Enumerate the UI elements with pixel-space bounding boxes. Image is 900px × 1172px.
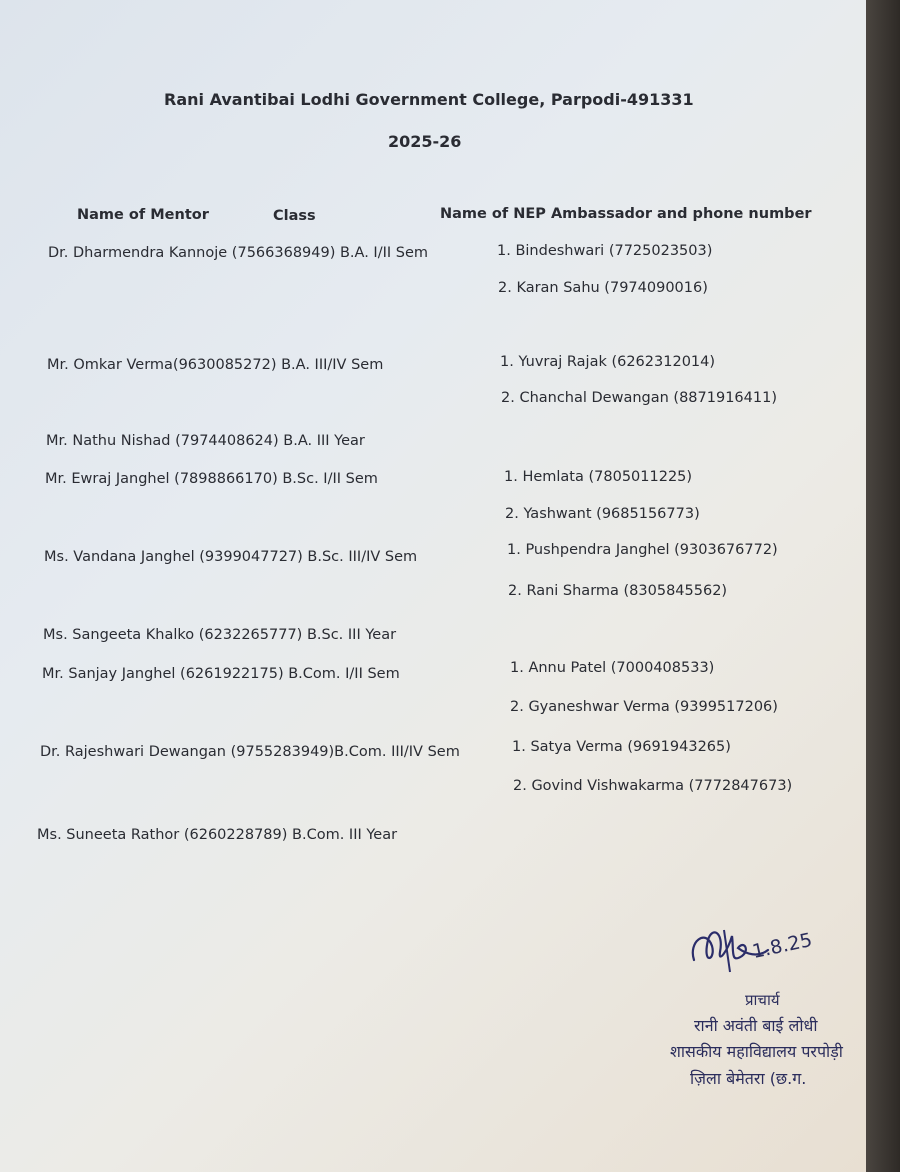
- college-title: Rani Avantibai Lodhi Government College, Parpodi-491331: [164, 90, 694, 109]
- ambassador-item: 2. Govind Vishwakarma (7772847673): [513, 778, 793, 794]
- ambassador-item: 2. Gyaneshwar Verma (9399517206): [510, 699, 778, 715]
- mentor-row: [47, 357, 383, 373]
- ambassador-item: 1. Yuvraj Rajak (6262312014): [500, 354, 716, 370]
- ambassador-item: 2. Karan Sahu (7974090016): [498, 280, 708, 296]
- mentor-name: Mr. Omkar Verma(9630085272): [47, 357, 277, 373]
- mentor-name: Mr. Nathu Nishad (7974408624): [46, 433, 279, 449]
- ambassador-item: 2. Yashwant (9685156773): [505, 506, 700, 522]
- mentor-row: [40, 744, 460, 760]
- stamp-line: प्राचार्य: [745, 991, 780, 1009]
- ambassador-item: 1. Bindeshwari (7725023503): [497, 243, 713, 259]
- signature-date: 1.8.25: [750, 928, 815, 964]
- mentor-class: B.A. III Year: [283, 433, 365, 449]
- ambassador-item: 1. Hemlata (7805011225): [504, 469, 693, 485]
- mentor-row: [37, 827, 397, 843]
- stamp-line: रानी अवंती बाई लोधी: [694, 1016, 818, 1035]
- mentor-row: [46, 433, 365, 449]
- mentor-name: Mr. Ewraj Janghel (7898866170): [45, 471, 278, 487]
- mentor-class: B.Sc. III Year: [306, 627, 397, 643]
- mentor-class: B.A. I/II Sem: [339, 245, 428, 261]
- stamp-line: शासकीय महाविद्यालय परपोड़ी: [670, 1042, 843, 1061]
- ambassador-item: 1. Satya Verma (9691943265): [512, 739, 731, 755]
- mentor-row: [44, 549, 417, 565]
- mentor-name: Ms. Sangeeta Khalko (6232265777): [43, 627, 303, 643]
- mentor-class: B.A. III/IV Sem: [281, 357, 384, 373]
- mentor-name: Mr. Sanjay Janghel (6261922175): [42, 666, 284, 682]
- ambassador-item: 2. Chanchal Dewangan (8871916411): [501, 390, 777, 406]
- mentor-row: [45, 471, 378, 487]
- mentor-row: [48, 245, 428, 261]
- mentor-name: Dr. Rajeshwari Dewangan (9755283949): [40, 744, 335, 760]
- mentor-class: B.Sc. I/II Sem: [282, 471, 378, 487]
- ambassador-item: 1. Annu Patel (7000408533): [510, 660, 715, 676]
- mentor-name: Ms. Suneeta Rathor (6260228789): [37, 827, 288, 843]
- ambassador-item: 1. Pushpendra Janghel (9303676772): [507, 542, 778, 558]
- column-header-class: Class: [273, 208, 316, 224]
- mentor-class: B.Com. III Year: [292, 827, 398, 843]
- mentor-row: [43, 627, 396, 643]
- stamp-line: ज़िला बेमेतरा (छ.ग.: [690, 1069, 807, 1088]
- mentor-row: [42, 666, 400, 682]
- column-header-mentor: Name of Mentor: [77, 207, 209, 223]
- column-header-ambassador: Name of NEP Ambassador and phone number: [440, 206, 812, 222]
- mentor-class: B.Com. III/IV Sem: [334, 744, 460, 760]
- mentor-name: Ms. Vandana Janghel (9399047727): [44, 549, 303, 565]
- session-year: 2025-26: [388, 132, 462, 151]
- mentor-class: B.Sc. III/IV Sem: [307, 549, 418, 565]
- mentor-name: Dr. Dharmendra Kannoje (7566368949): [48, 245, 336, 261]
- mentor-class: B.Com. I/II Sem: [288, 666, 400, 682]
- ambassador-item: 2. Rani Sharma (8305845562): [508, 583, 728, 599]
- page-edge-background: [866, 0, 900, 1172]
